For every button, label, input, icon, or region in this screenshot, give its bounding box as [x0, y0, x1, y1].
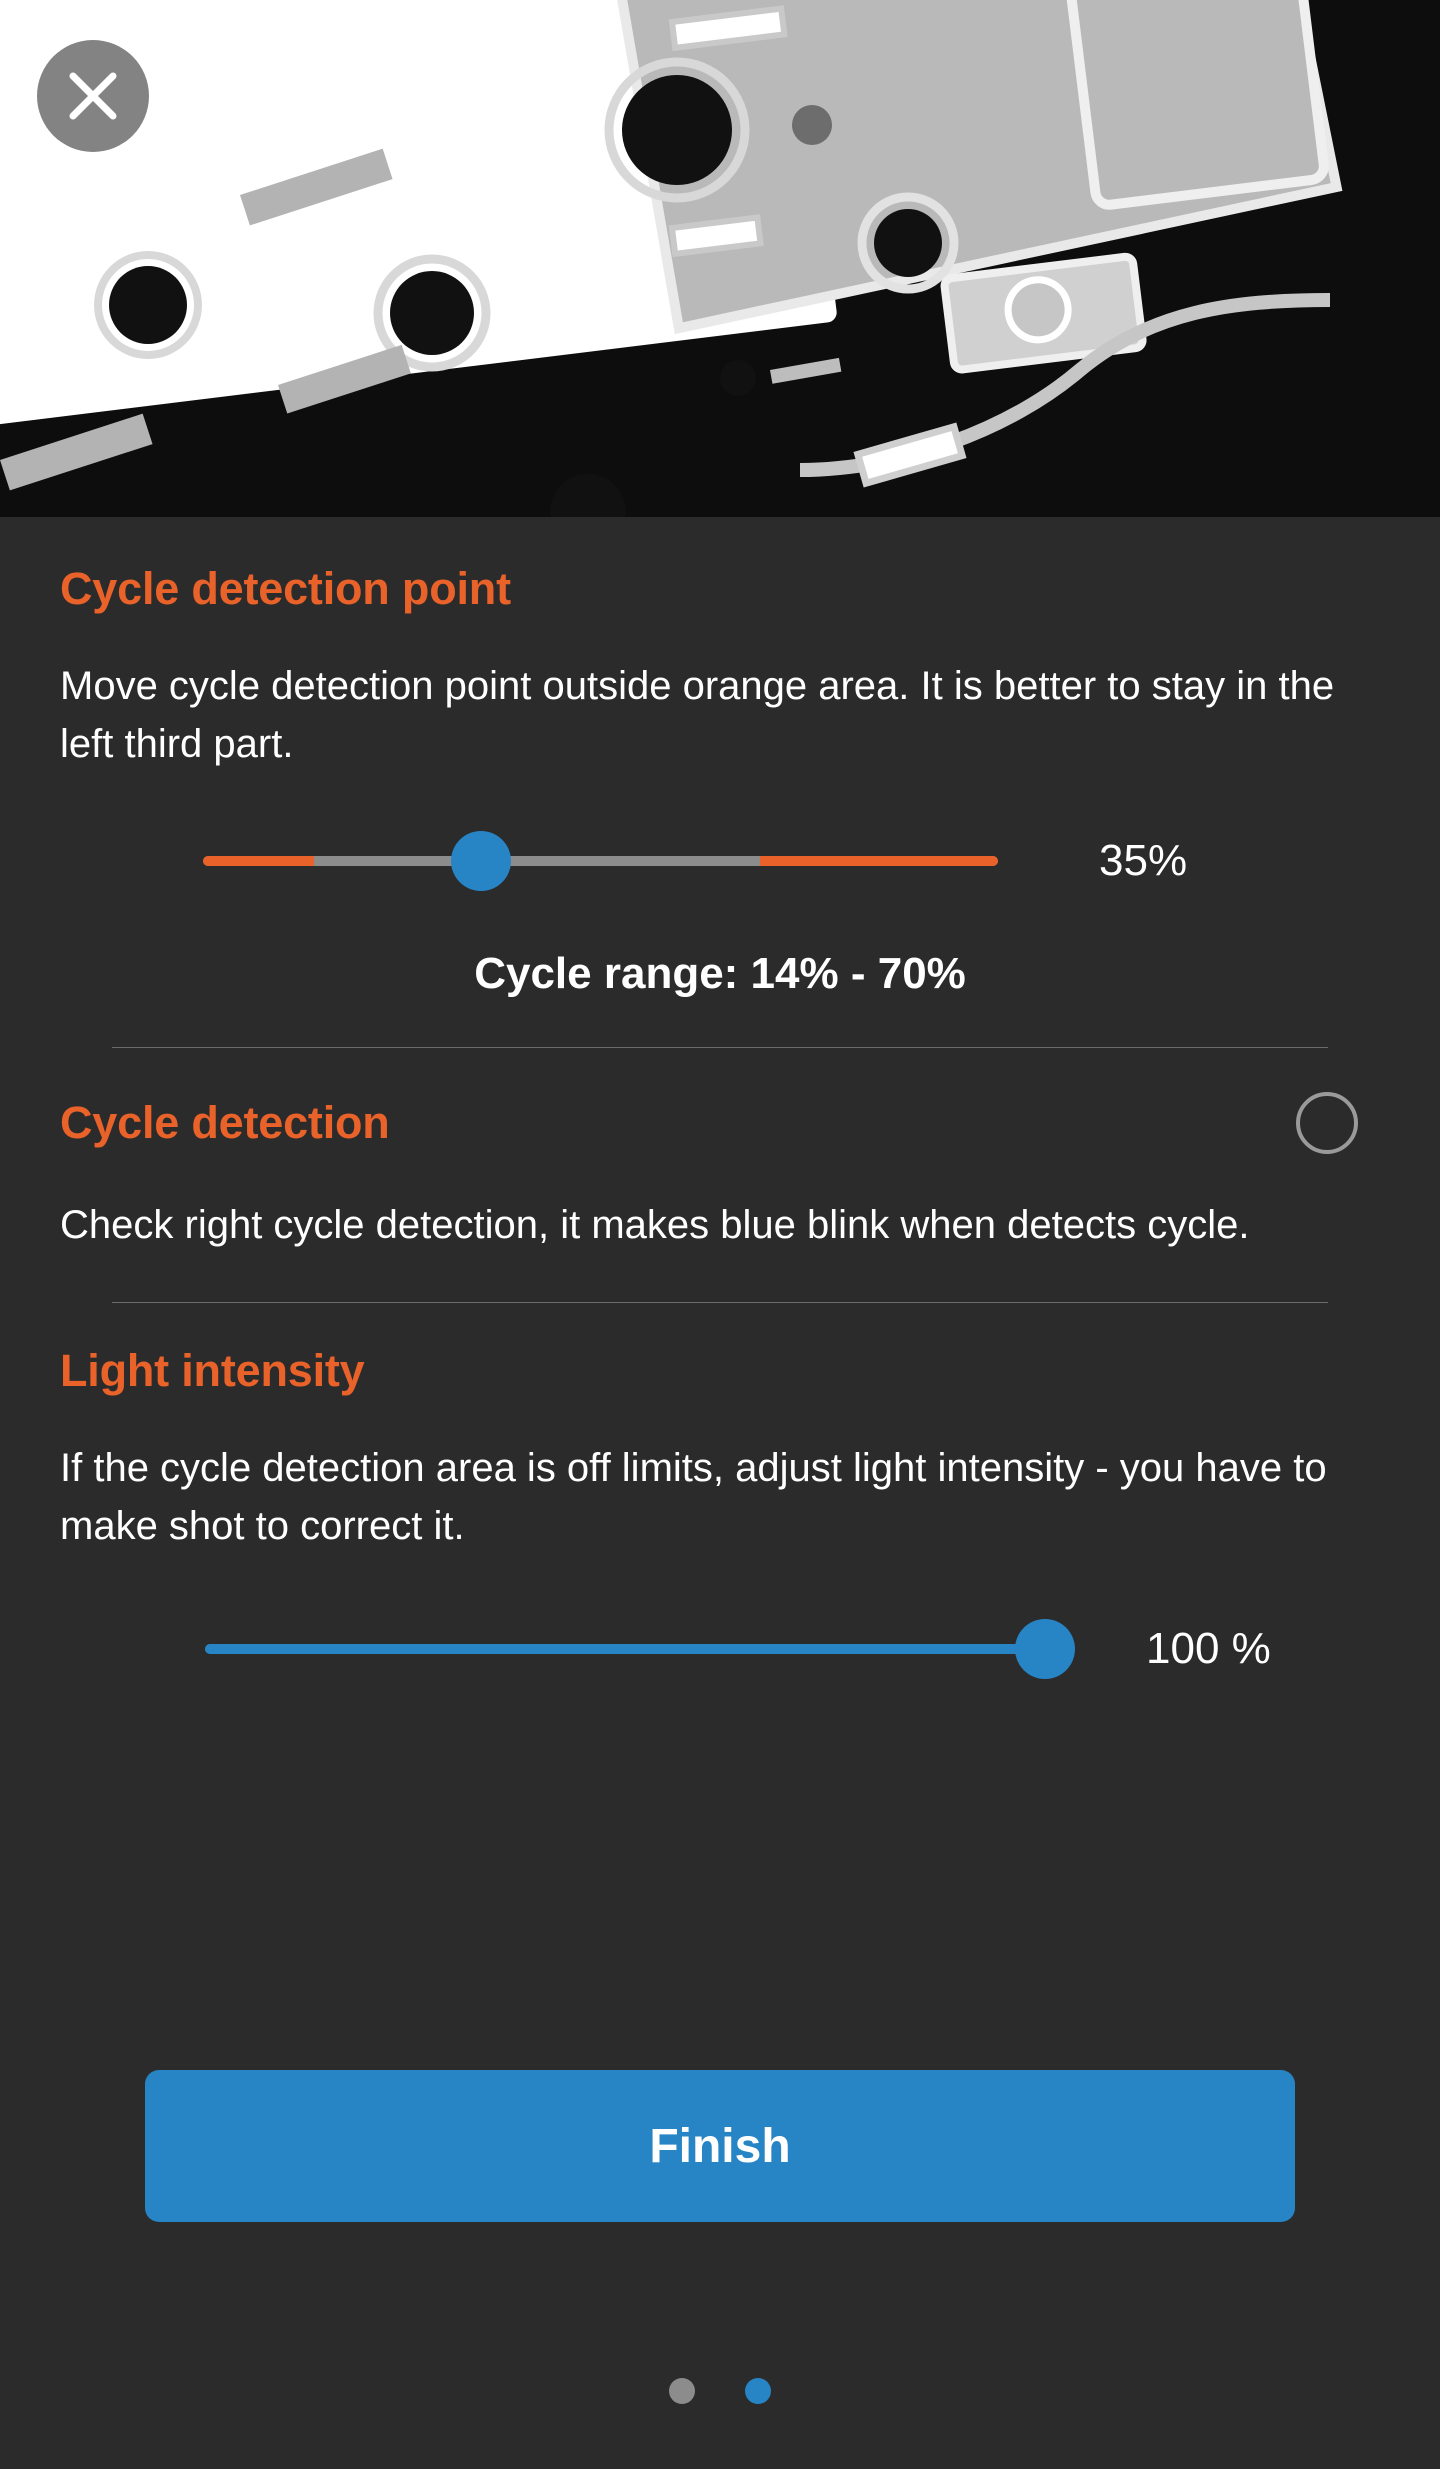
section-title-cycle-detection: Cycle detection	[60, 1097, 390, 1148]
settings-panel	[0, 517, 1440, 2469]
close-button[interactable]	[37, 40, 149, 152]
cycle-point-slider-value: 35%	[1099, 836, 1188, 885]
section-description-light-intensity: If the cycle detection area is off limits, adjust light intensity - you have to make shot to correct it.	[60, 1446, 1327, 1548]
section-description-cycle-detection: Check right cycle detection, it makes blue blink when detects cycle.	[60, 1203, 1250, 1247]
section-description-cycle-detection-point: Move cycle detection point outside orange area. It is better to stay in the left third part.	[60, 664, 1335, 766]
light-intensity-slider-fill	[205, 1644, 1045, 1654]
cycle-point-out-of-range-right	[760, 856, 999, 866]
light-intensity-slider-thumb[interactable]	[1015, 1619, 1075, 1679]
finish-button-wrap	[145, 2070, 1295, 2222]
close-icon	[67, 70, 119, 122]
section-title-light-intensity: Light intensity	[60, 1345, 365, 1396]
pager-dot[interactable]	[669, 2378, 695, 2404]
section-cycle-detection-point	[60, 517, 1380, 999]
illustration-area	[0, 0, 1440, 517]
light-intensity-slider[interactable]	[150, 1619, 1100, 1679]
section-title-cycle-detection-point: Cycle detection point	[60, 563, 511, 614]
light-intensity-slider-track	[205, 1644, 1045, 1654]
cycle-point-slider-row	[60, 831, 1380, 891]
light-intensity-slider-value: 100 %	[1146, 1624, 1271, 1673]
cycle-range-label: Cycle range: 14% - 70%	[474, 949, 966, 998]
light-intensity-slider-row	[60, 1619, 1380, 1679]
section-light-intensity	[60, 1303, 1380, 1679]
section-cycle-detection	[60, 1048, 1380, 1254]
cycle-point-slider[interactable]	[148, 831, 1053, 891]
pager-dot[interactable]	[745, 2378, 771, 2404]
cycle-detection-status-indicator	[1296, 1092, 1358, 1154]
cycle-point-slider-track	[203, 856, 998, 866]
pager-dots	[0, 2378, 1440, 2404]
cycle-detection-header	[60, 1092, 1380, 1154]
finish-button[interactable]: Finish	[145, 2070, 1295, 2222]
machine-part-illustration	[0, 0, 1440, 517]
cycle-point-slider-thumb[interactable]	[451, 831, 511, 891]
cycle-point-out-of-range-left	[203, 856, 314, 866]
